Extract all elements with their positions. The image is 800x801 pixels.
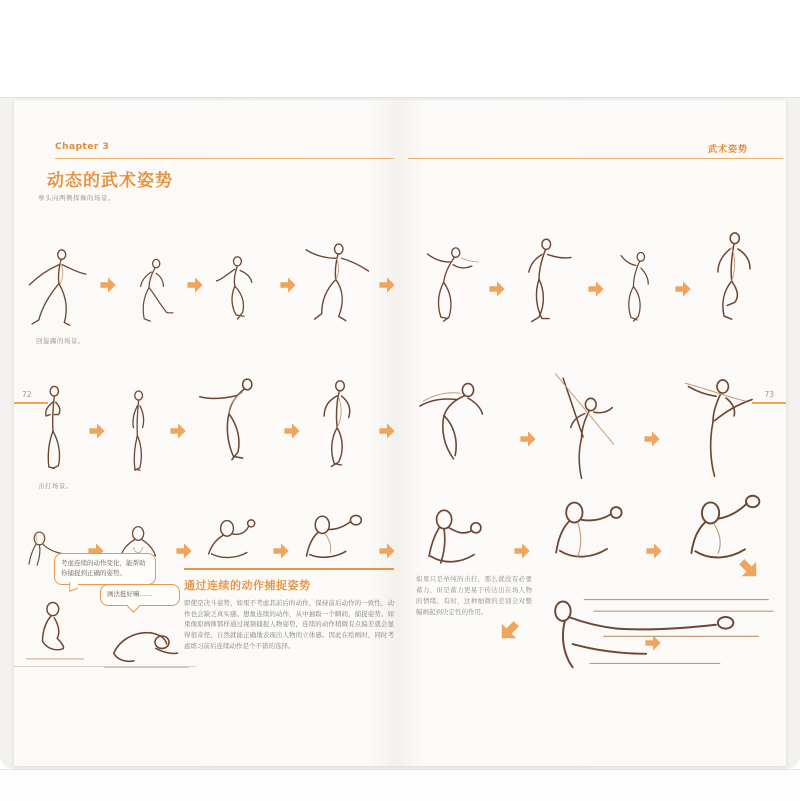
arrow-right-icon: [169, 420, 187, 442]
note-text: 如果只是单纯的击打，那么就没有必要蓄力，但是蓄力更易于传达出在场人物的情绪。有时，这种细微的差别会对整幅画起到决定性的作用。: [416, 575, 532, 617]
page-title: 动态的武术姿势: [47, 171, 173, 191]
figure-sketch: [24, 204, 98, 332]
figure-sketch: [414, 490, 506, 578]
figure-sketch: [524, 586, 780, 678]
arrow-right-icon: [519, 428, 537, 450]
figure-sketch: [189, 350, 281, 478]
header-rule: [55, 158, 394, 159]
book-spread: [14, 100, 786, 766]
row3-caption: 击打场景。: [38, 482, 73, 490]
arrow-right-icon: [272, 540, 290, 562]
figure-sketch: [109, 346, 167, 478]
figure-sketch: [605, 198, 673, 336]
arrow-right-icon: [175, 540, 193, 562]
figure-row-1: [414, 194, 776, 336]
speech-bubble: 画法挺好嘛……: [100, 584, 180, 606]
figure-sketch: [507, 196, 587, 336]
figure-sketch: [193, 494, 271, 578]
arrow-right-icon: [279, 274, 297, 296]
arrow-right-icon: [587, 278, 605, 300]
chapter-label: Chapter 3: [55, 142, 110, 152]
running-header: 武术姿势: [707, 145, 748, 155]
arrow-right-icon: [88, 420, 106, 442]
arrow-right-icon: [378, 274, 396, 296]
figure-row-1: [24, 200, 396, 332]
ground-line: [14, 666, 196, 667]
page-number-left: 72: [22, 390, 32, 399]
figure-sketch: [538, 490, 638, 578]
figure-sketch: [664, 342, 770, 486]
header-rule: [408, 158, 783, 159]
figure-sketch: [412, 344, 516, 486]
figure-sketch: [304, 346, 376, 478]
section-heading: 通过连续的动作捕捉姿势: [184, 579, 311, 592]
figure-sketch: [24, 346, 86, 478]
figure-sketch: [98, 608, 198, 678]
figure-sketch: [540, 342, 640, 486]
arrow-right-icon: [186, 274, 204, 296]
arrow-right-icon: [99, 274, 117, 296]
arrow-right-icon: [643, 428, 661, 450]
arrow-right-icon: [674, 278, 692, 300]
figure-row-2: [412, 340, 770, 486]
right-page: [398, 100, 786, 766]
photo-bottom-strip: [0, 769, 800, 801]
figure-sketch: [119, 202, 185, 332]
page-number-rule: [752, 402, 786, 404]
arrow-right-icon: [283, 420, 301, 442]
section-body: 即使是决斗姿势，如果不考虑其前后的动作，保持前后动作的一致性，动作也会缺乏真实感。想象连续的动作，从中抽取一个瞬间，捕捉姿势。如果像原画师那样通过视频捕捉人物姿势，连续的动作稍微有点偏差就会显得很奇怪，自然就能正确地表现出人物的立体感。因此在绘画时，同时考虑练习前后连续动作是个不错的选择。: [184, 599, 394, 650]
speech-bubble: 考虑连续的动作变化，能帮助你捕捉到正确的姿势。: [54, 553, 156, 585]
section-block: [184, 568, 394, 652]
figure-sketch: [291, 494, 377, 578]
section-rule: [184, 568, 394, 570]
page-number-right: 73: [764, 390, 774, 399]
figure-sketch: [692, 196, 776, 336]
arrow-right-icon: [513, 540, 531, 562]
figure-sketch: [206, 206, 278, 332]
figure-sketch: [414, 198, 488, 336]
figure-sketch: [299, 202, 377, 332]
row1-caption: 拳头向两侧挥舞的场景。: [38, 194, 115, 202]
arrow-right-icon: [378, 540, 396, 562]
page-number-rule: [14, 402, 48, 404]
left-page: [14, 100, 398, 766]
figure-row-2: [24, 344, 396, 478]
row2-caption: 回旋踢的场景。: [36, 337, 85, 345]
figure-row-3: [414, 486, 776, 578]
arrow-right-icon: [378, 420, 396, 442]
arrow-right-icon: [645, 540, 663, 562]
arrow-right-icon: [488, 278, 506, 300]
